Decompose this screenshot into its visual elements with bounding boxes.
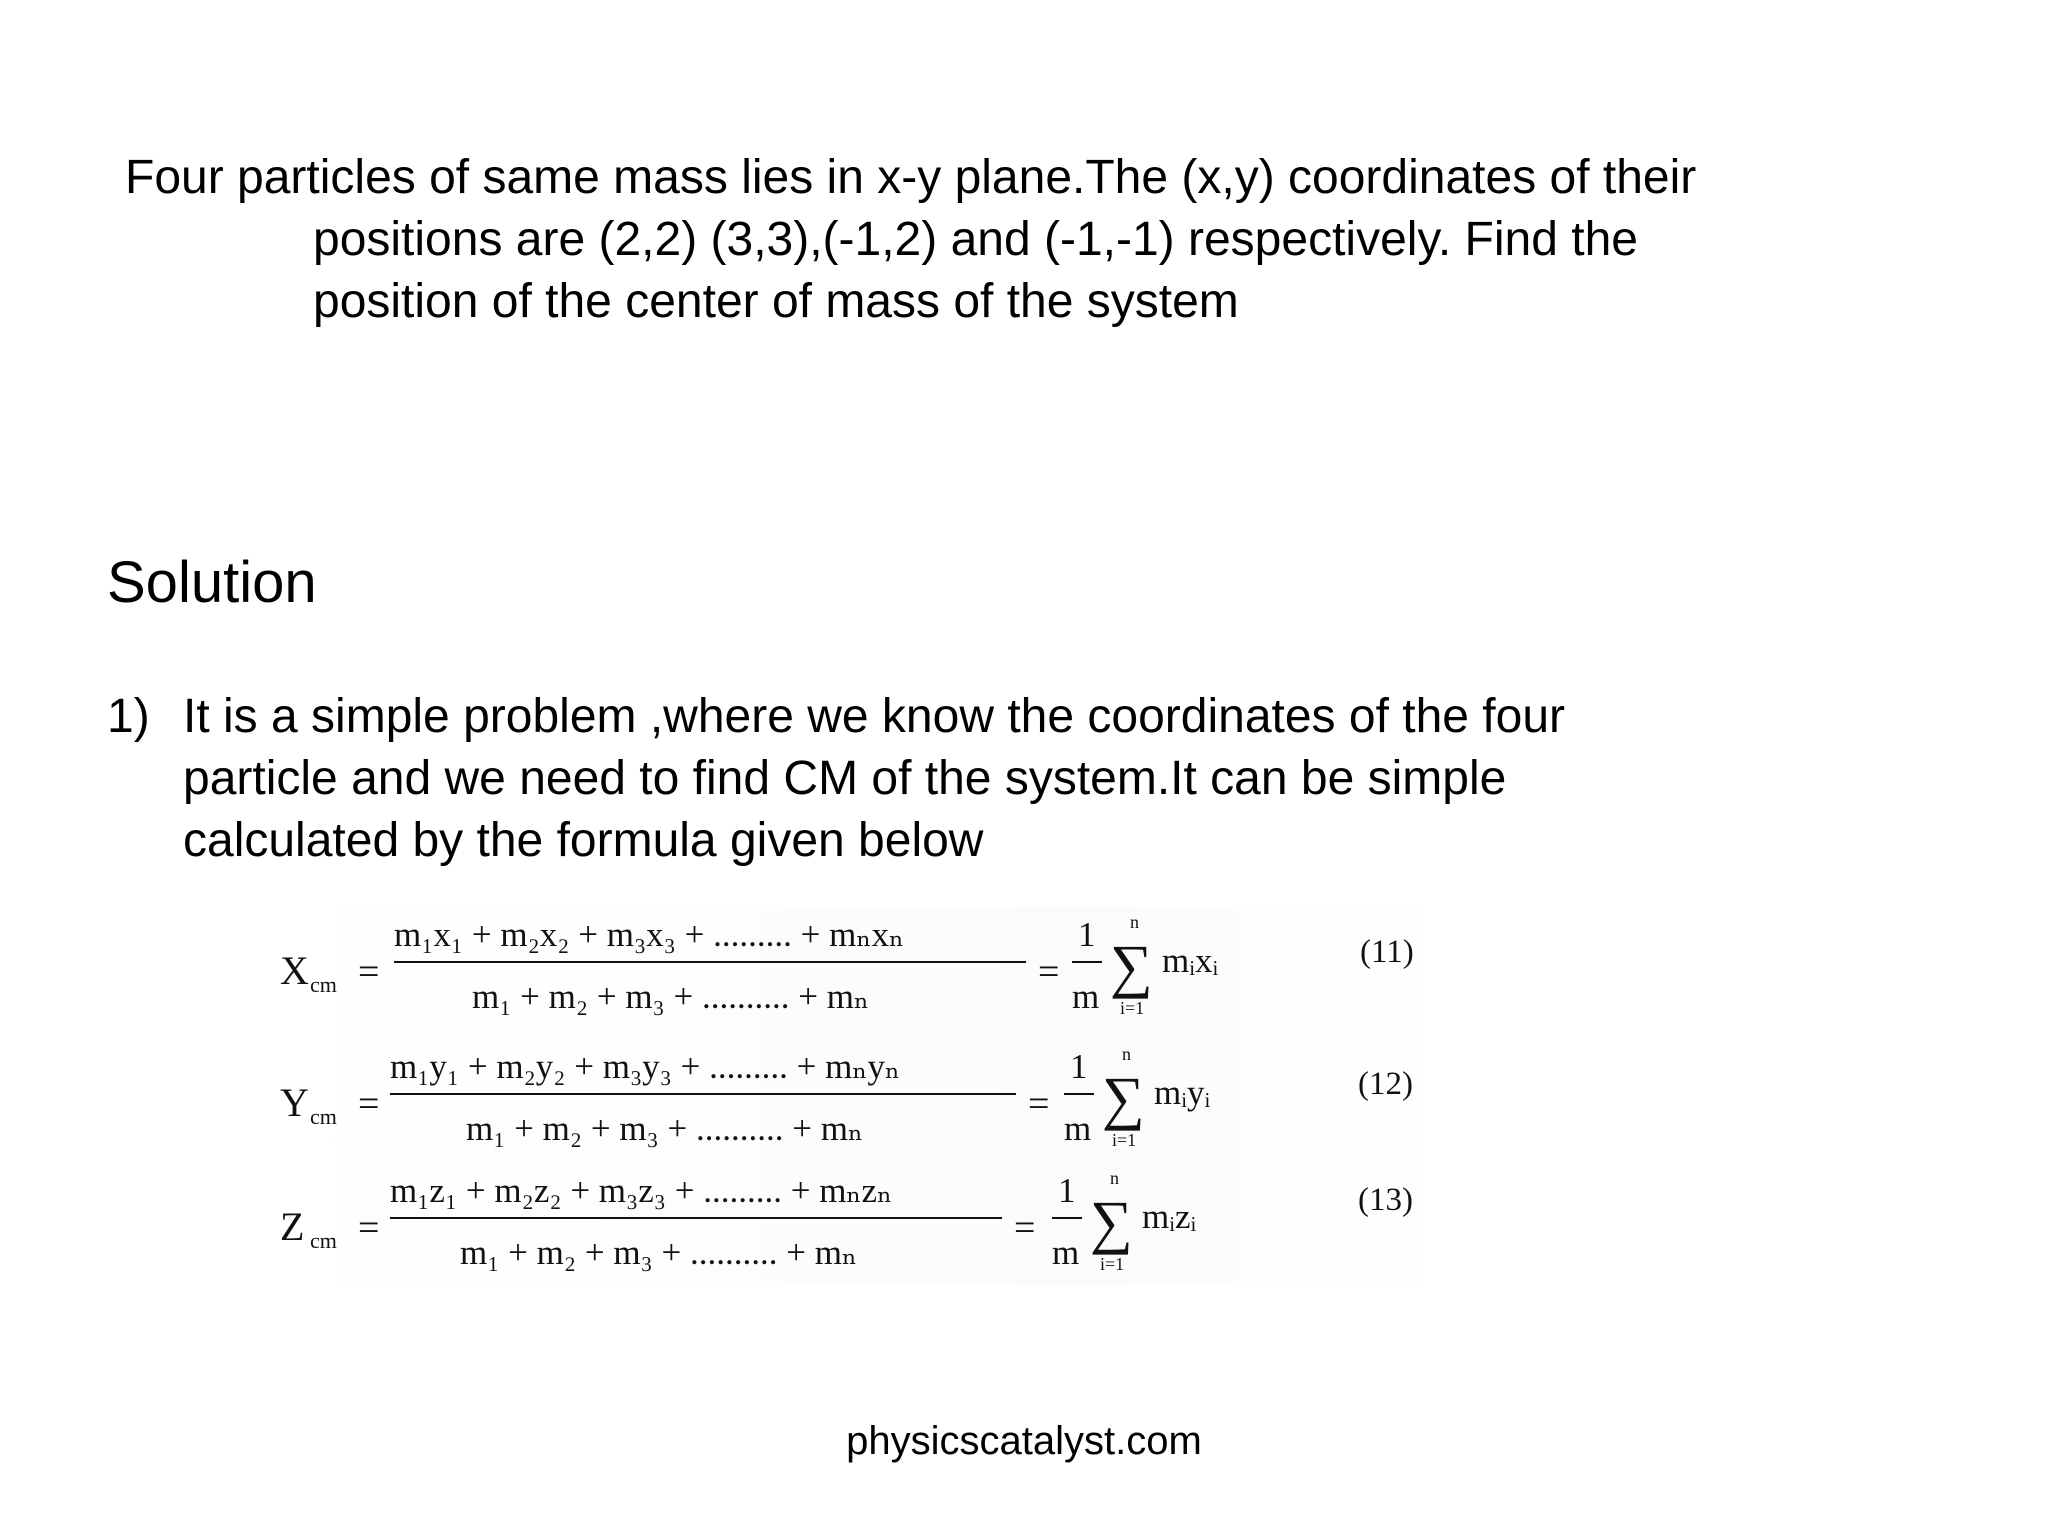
equation-one: 1 [1058,1171,1076,1210]
equation-m: m [1064,1109,1092,1148]
equation-lhs-sub: cm [310,972,337,997]
center-of-mass-equations [270,906,1450,1286]
equation-row-y [280,1044,1413,1150]
equation-numerator: m₁z₁ + m₂z₂ + m₃z₃ + ......... + mₙzₙ [390,1171,893,1210]
problem-line-1: Four particles of same mass lies in x-y plane.The (x,y) coordinates of their [125,151,1697,204]
equation-m: m [1072,977,1100,1016]
equation-equals-2: = [1028,1083,1050,1125]
equation-lhs-sub: cm [310,1104,337,1129]
equation-denominator: m₁ + m₂ + m₃ + .......... + mₙ [466,1109,864,1148]
sum-lower: i=1 [1100,1254,1125,1274]
equation-denominator: m₁ + m₂ + m₃ + .......... + mₙ [472,977,870,1016]
problem-line-2: positions are (2,2) (3,3),(-1,2) and (-1,-1) respectively. Find the [313,213,1638,266]
equation-equals-2: = [1038,951,1060,993]
sum-upper: n [1110,1168,1119,1188]
equation-one: 1 [1078,915,1096,954]
sum-lower: i=1 [1112,1130,1137,1150]
equation-label: (11) [1360,934,1414,970]
equation-numerator: m₁y₁ + m₂y₂ + m₃y₃ + ......... + mₙyₙ [390,1047,901,1086]
equation-label: (12) [1358,1066,1413,1102]
sum-term: mᵢzᵢ [1142,1197,1197,1236]
equation-one: 1 [1070,1047,1088,1086]
step-number: 1) [107,690,150,743]
sigma-icon: ∑ [1110,933,1153,999]
equation-lhs-sub: cm [310,1228,337,1253]
equation-equals: = [358,951,380,993]
sigma-icon: ∑ [1102,1065,1145,1131]
footer-source: physicscatalyst.com [846,1419,1202,1463]
equations-svg [270,906,1450,1286]
sigma-icon: ∑ [1090,1189,1133,1255]
step-line-1: It is a simple problem ,where we know the coordinates of the four [183,690,1566,743]
equation-numerator: m₁x₁ + m₂x₂ + m₃x₃ + ......... + mₙxₙ [394,915,905,954]
sum-upper: n [1122,1044,1131,1064]
equation-equals-2: = [1014,1207,1036,1249]
step-line-3: calculated by the formula given below [183,814,984,867]
equation-equals: = [358,1083,380,1125]
equation-lhs: X [280,948,309,993]
equation-m: m [1052,1233,1080,1272]
sum-term: mᵢxᵢ [1162,941,1219,980]
equation-label: (13) [1358,1182,1413,1218]
step-line-2: particle and we need to find CM of the system.It can be simple [183,752,1507,805]
sum-term: mᵢyᵢ [1154,1073,1211,1112]
equation-row-z [280,1168,1413,1274]
problem-line-3: position of the center of mass of the system [313,275,1239,328]
equation-lhs: Y [280,1080,309,1125]
equation-denominator: m₁ + m₂ + m₃ + .......... + mₙ [460,1233,858,1272]
sum-upper: n [1130,912,1139,932]
equation-equals: = [358,1207,380,1249]
equation-lhs: Z [280,1204,305,1249]
solution-heading: Solution [107,550,317,615]
equation-row-x [280,912,1414,1018]
sum-lower: i=1 [1120,998,1145,1018]
